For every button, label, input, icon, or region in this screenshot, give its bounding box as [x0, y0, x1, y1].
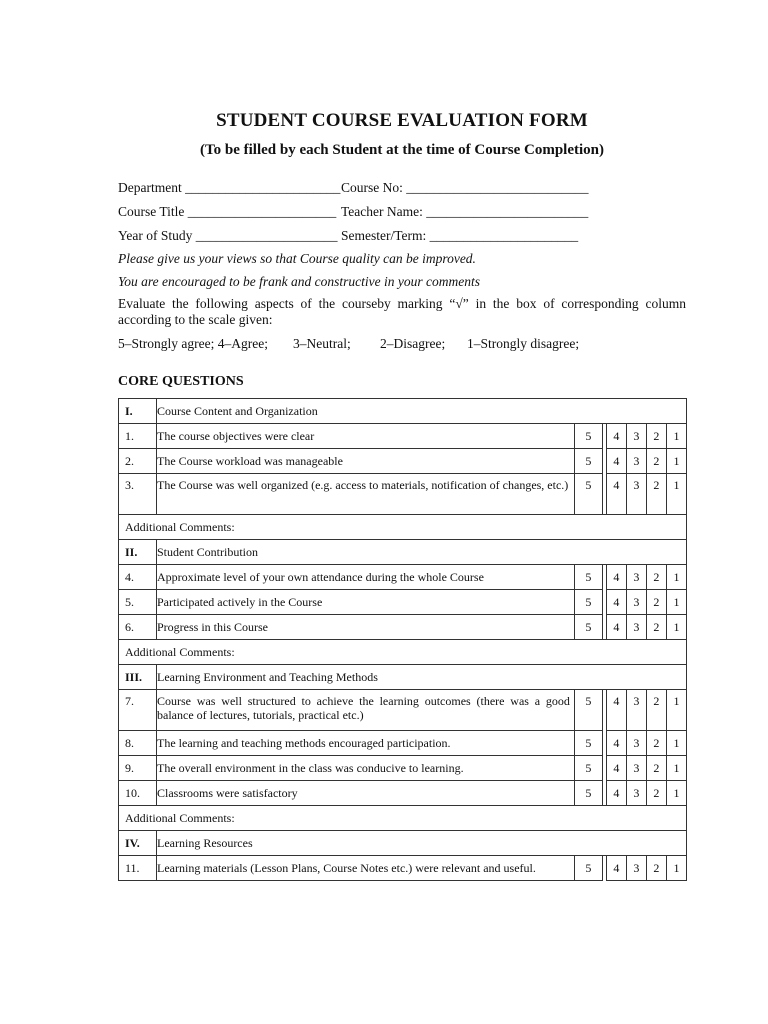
question-number: 9.: [119, 756, 157, 781]
rating-cell-1[interactable]: 1: [666, 424, 686, 449]
question-row: [119, 615, 687, 640]
section-header-row: [119, 399, 687, 424]
rating-cell-1[interactable]: 1: [666, 856, 686, 881]
question-row: [119, 424, 687, 449]
question-text: Learning materials (Lesson Plans, Course Notes etc.) were relevant and useful.: [157, 856, 575, 881]
rating-cell-5[interactable]: 5: [574, 756, 602, 781]
rating-cell-4[interactable]: 4: [606, 615, 626, 640]
rating-cell-5[interactable]: 5: [574, 565, 602, 590]
section-title: Learning Environment and Teaching Methods: [157, 665, 687, 690]
question-row: [119, 781, 687, 806]
question-number: 6.: [119, 615, 157, 640]
additional-comments-label: Additional Comments:: [119, 515, 687, 540]
section-numeral: I.: [119, 399, 157, 424]
rating-cell-4[interactable]: 4: [606, 856, 626, 881]
rating-cell-1[interactable]: 1: [666, 449, 686, 474]
section-numeral: II.: [119, 540, 157, 565]
course-no-field[interactable]: Course No: ___________________________: [341, 180, 589, 195]
question-row: [119, 756, 687, 781]
rating-cell-5[interactable]: 5: [574, 856, 602, 881]
rating-cell-4[interactable]: 4: [606, 690, 626, 731]
scale-5-4: 5–Strongly agree; 4–Agree;: [118, 336, 268, 351]
teacher-name-field[interactable]: Teacher Name: ________________________: [341, 204, 589, 219]
question-number: 1.: [119, 424, 157, 449]
question-text: Approximate level of your own attendance during the whole Course: [157, 565, 575, 590]
question-row: [119, 731, 687, 756]
scale-3: 3–Neutral;: [293, 336, 351, 351]
rating-cell-3[interactable]: 3: [626, 565, 646, 590]
rating-cell-4[interactable]: 4: [606, 756, 626, 781]
scale-2: 2–Disagree;: [380, 336, 446, 351]
section-title: Student Contribution: [157, 540, 687, 565]
section-header-row: [119, 831, 687, 856]
question-row: [119, 690, 687, 731]
question-number: 11.: [119, 856, 157, 881]
rating-cell-3[interactable]: 3: [626, 756, 646, 781]
rating-cell-2[interactable]: 2: [646, 615, 666, 640]
department-field[interactable]: Department _______________________: [118, 180, 341, 195]
section-header-row: [119, 540, 687, 565]
section-title: Learning Resources: [157, 831, 687, 856]
rating-cell-3[interactable]: 3: [626, 731, 646, 756]
rating-cell-2[interactable]: 2: [646, 474, 666, 515]
semester-term-field[interactable]: Semester/Term: ______________________: [341, 228, 579, 243]
rating-cell-2[interactable]: 2: [646, 449, 666, 474]
rating-cell-5[interactable]: 5: [574, 449, 602, 474]
rating-cell-3[interactable]: 3: [626, 474, 646, 515]
additional-comments-label: Additional Comments:: [119, 806, 687, 831]
course-title-field[interactable]: Course Title ______________________: [118, 204, 337, 219]
section-title: Course Content and Organization: [157, 399, 687, 424]
question-row: [119, 856, 687, 881]
question-number: 8.: [119, 731, 157, 756]
question-number: 10.: [119, 781, 157, 806]
rating-cell-2[interactable]: 2: [646, 424, 666, 449]
rating-cell-1[interactable]: 1: [666, 474, 686, 515]
question-text: The Course was well organized (e.g. access to materials, notification of changes, etc.): [157, 474, 575, 515]
rating-cell-1[interactable]: 1: [666, 731, 686, 756]
additional-comments-row[interactable]: [119, 806, 687, 831]
rating-cell-2[interactable]: 2: [646, 690, 666, 731]
form-title: STUDENT COURSE EVALUATION FORM: [216, 110, 588, 131]
rating-cell-2[interactable]: 2: [646, 590, 666, 615]
section-numeral: IV.: [119, 831, 157, 856]
question-text: Participated actively in the Course: [157, 590, 575, 615]
core-questions-heading: CORE QUESTIONS: [118, 374, 244, 389]
question-number: 4.: [119, 565, 157, 590]
instruction-line-1: Please give us your views so that Course quality can be improved.: [118, 251, 476, 266]
question-text: The Course workload was manageable: [157, 449, 575, 474]
question-text: Progress in this Course: [157, 615, 575, 640]
rating-cell-1[interactable]: 1: [666, 590, 686, 615]
scale-1: 1–Strongly disagree;: [467, 336, 580, 351]
rating-cell-5[interactable]: 5: [574, 424, 602, 449]
question-row: [119, 565, 687, 590]
section-numeral: III.: [119, 665, 157, 690]
additional-comments-row[interactable]: [119, 640, 687, 665]
rating-cell-3[interactable]: 3: [626, 449, 646, 474]
rating-cell-1[interactable]: 1: [666, 690, 686, 731]
question-row: [119, 449, 687, 474]
rating-cell-3[interactable]: 3: [626, 615, 646, 640]
rating-cell-5[interactable]: 5: [574, 615, 602, 640]
year-of-study-field[interactable]: Year of Study _____________________: [118, 228, 338, 243]
rating-cell-4[interactable]: 4: [606, 781, 626, 806]
rating-cell-3[interactable]: 3: [626, 856, 646, 881]
question-text: The course objectives were clear: [157, 424, 575, 449]
question-number: 5.: [119, 590, 157, 615]
question-text: The learning and teaching methods encouraged participation.: [157, 731, 575, 756]
rating-cell-2[interactable]: 2: [646, 781, 666, 806]
rating-cell-1[interactable]: 1: [666, 756, 686, 781]
rating-cell-3[interactable]: 3: [626, 590, 646, 615]
rating-cell-4[interactable]: 4: [606, 731, 626, 756]
section-header-row: [119, 665, 687, 690]
rating-cell-1[interactable]: 1: [666, 615, 686, 640]
question-number: 7.: [119, 690, 157, 731]
rating-cell-5[interactable]: 5: [574, 690, 602, 731]
rating-cell-3[interactable]: 3: [626, 690, 646, 731]
rating-cell-4[interactable]: 4: [606, 449, 626, 474]
rating-cell-2[interactable]: 2: [646, 756, 666, 781]
rating-cell-3[interactable]: 3: [626, 781, 646, 806]
question-text: Classrooms were satisfactory: [157, 781, 575, 806]
rating-cell-5[interactable]: 5: [574, 590, 602, 615]
rating-cell-4[interactable]: 4: [606, 474, 626, 515]
rating-cell-4[interactable]: 4: [606, 565, 626, 590]
question-number: 2.: [119, 449, 157, 474]
rating-cell-5[interactable]: 5: [574, 731, 602, 756]
question-text: Course was well structured to achieve the learning outcomes (there was a good balance of lectures, tutorials, practical etc.): [157, 690, 575, 731]
rating-cell-2[interactable]: 2: [646, 565, 666, 590]
additional-comments-row[interactable]: [119, 515, 687, 540]
rating-cell-2[interactable]: 2: [646, 731, 666, 756]
rating-cell-3[interactable]: 3: [626, 424, 646, 449]
rating-cell-5[interactable]: 5: [574, 474, 602, 515]
instruction-line-2: You are encouraged to be frank and constructive in your comments: [118, 274, 480, 289]
rating-cell-1[interactable]: 1: [666, 565, 686, 590]
form-subtitle: (To be filled by each Student at the time of Course Completion): [199, 142, 604, 158]
rating-cell-2[interactable]: 2: [646, 856, 666, 881]
rating-cell-4[interactable]: 4: [606, 590, 626, 615]
rating-cell-4[interactable]: 4: [606, 424, 626, 449]
evaluate-instruction: Evaluate the following aspects of the courseby marking “√” in the box of corresponding column according to the scale given:: [118, 296, 686, 327]
additional-comments-label: Additional Comments:: [119, 640, 687, 665]
question-row: [119, 590, 687, 615]
evaluation-table: [118, 398, 687, 881]
question-row: [119, 474, 687, 515]
rating-cell-5[interactable]: 5: [574, 781, 602, 806]
rating-cell-1[interactable]: 1: [666, 781, 686, 806]
question-text: The overall environment in the class was conducive to learning.: [157, 756, 575, 781]
question-number: 3.: [119, 474, 157, 515]
